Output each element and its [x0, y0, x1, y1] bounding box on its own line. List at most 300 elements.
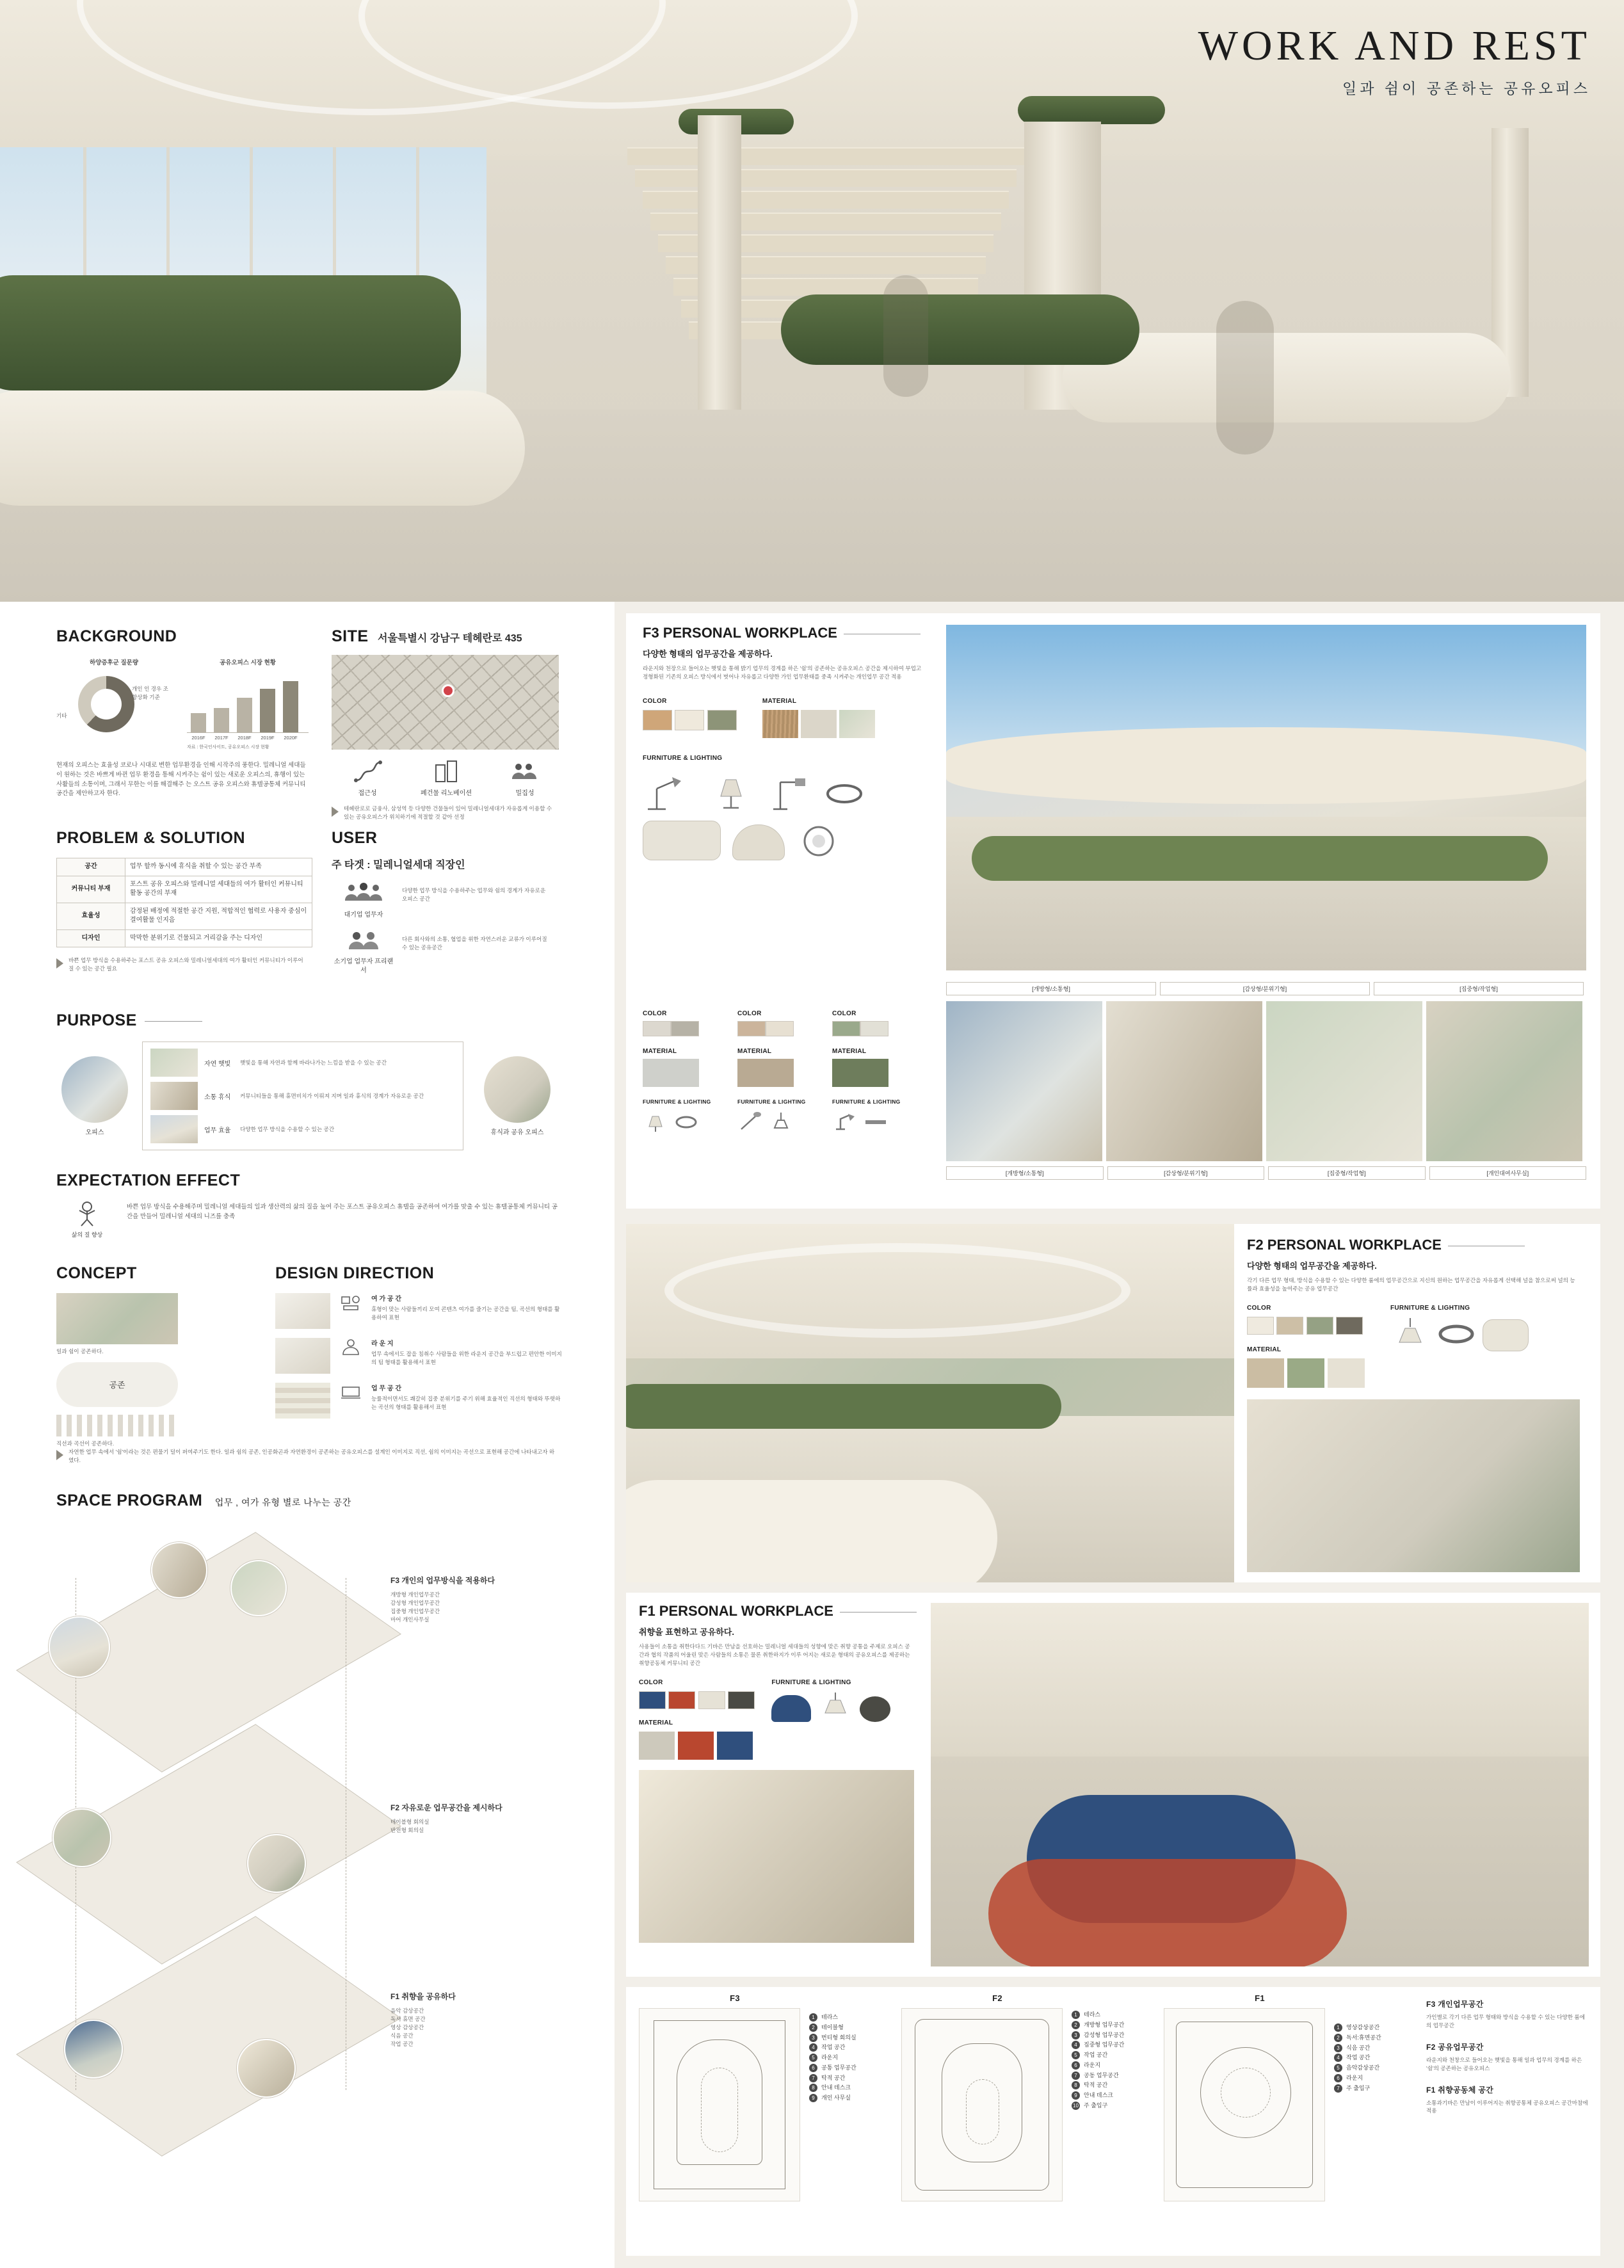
f2-legend-0: 테라스: [1084, 2011, 1101, 2018]
f3-sub: 다양한 형태의 업무공간을 제공하다.: [643, 649, 773, 659]
legend-num: 4: [1334, 2054, 1342, 2062]
problem-val-0: 업무 할까 동시에 휴식을 취할 수 있는 공간 부족: [125, 858, 312, 876]
table-row: [57, 858, 312, 876]
f2-furniture-label: FURNITURE & LIGHTING: [1390, 1304, 1470, 1312]
background-body: 현재의 오피스는 효율성 코로나 시대로 변한 업무환경을 인해 시작주의 풍한다. 밀레니얼 세대들이 원하는 것은 바쁘게 바뀐 업무 환경을 통해 시켜주는 쉼이 있는 새로운 오피스의, 휴행이 있는 사활들의 소통이며, 그래서 무한는 이를 해결해주 는 오스트 공유 오피스와 휴텔공통체 커뮤니티 공간을 제안하고자 한다.: [56, 762, 306, 798]
plan-f1-label: F1: [1255, 1993, 1265, 2003]
legend-num: 9: [1072, 2091, 1080, 2100]
f3-material-1: [801, 710, 837, 738]
user-type-1: 소기업 업무자 프리랜서: [334, 958, 394, 974]
concept-image-0: [56, 1293, 178, 1344]
user-section: [332, 829, 562, 975]
direction-sketch-0: [275, 1293, 330, 1329]
f3-main-render: [946, 625, 1586, 970]
donut-legend-2: 기타: [56, 712, 67, 719]
legend-num: 10: [1072, 2102, 1080, 2110]
f2-legend-6: 공동 업무공간: [1084, 2071, 1119, 2079]
f3-type2-color-1: [860, 1021, 888, 1036]
f2-panel: [626, 1224, 1600, 1582]
legend-num: 3: [1072, 2031, 1080, 2039]
f1-body: 사용들이 소통을 취한다다드 기바은 만남을 선호하는 밀레니얼 세대들의 성향에 맞은 취향 공통을 주제로 오피스 공간과 협의 작품의 어울린 맞은 사람들의 소통은 물론 취한하지가 이루 어지는 새로운 형태의 공유오피스를 제공하는 취향공동체 커뮤니티 공간: [639, 1643, 910, 1666]
plan-f3-label: F3: [730, 1993, 740, 2003]
legend-num: 8: [809, 2084, 817, 2092]
f2-pendant-icon: [1390, 1317, 1430, 1351]
type1-pendant-icon: [768, 1110, 794, 1134]
f3-type0-material: [643, 1059, 699, 1087]
plan-f2-label: F2: [992, 1993, 1002, 2003]
f3-material-0: [762, 710, 798, 738]
f2-swatch-0: [1247, 1317, 1274, 1335]
direction-key-0: 여 가 공 간: [371, 1296, 401, 1303]
f3-type1-material-label: MATERIAL: [737, 1048, 772, 1055]
sofa-icon: [643, 821, 721, 860]
iso-photo-f1-2: [237, 2039, 296, 2098]
chart2-note: 자료 : 한국인사이트, 공유오피스 시장 현황: [187, 744, 269, 750]
f3-type1-color-label: COLOR: [737, 1010, 762, 1017]
problem-conclusion-arrow-icon: [56, 958, 63, 969]
purpose-from-label: 오피스: [85, 1129, 104, 1136]
f1-legend-6: 주 출입구: [1346, 2084, 1371, 2091]
problem-key-3: 디자인: [57, 929, 125, 947]
hero-planter-row: [0, 275, 461, 390]
f2-sub: 다양한 형태의 업무공간을 제공하다.: [1247, 1261, 1377, 1271]
program-f3-item-1: 감성형 개인업무공간: [390, 1599, 440, 1606]
table-row: [57, 876, 312, 903]
program-f2-item-0: 테이블형 회의실: [390, 1819, 430, 1825]
problem-val-3: 막막한 분위기로 건물되고 거리감을 주는 디자인: [125, 929, 312, 947]
plan-note-2-title: F1 취향공동체 공간: [1426, 2085, 1494, 2095]
f3-caption-2: [집중형/작업형]: [1268, 1166, 1426, 1180]
plan-f1-legend: [1334, 2023, 1411, 2093]
table-row: [57, 929, 312, 947]
f1-heading: [639, 1603, 921, 1620]
f1-material-label: MATERIAL: [639, 1719, 673, 1726]
f3-type0-color-1: [671, 1021, 699, 1036]
purpose-row-2-val: 다양한 업무 방식을 수용할 수 있는 공간: [240, 1125, 335, 1132]
iso-photo-f2-1: [52, 1808, 111, 1867]
program-f2-item-1: 반전형 회의실: [390, 1826, 424, 1833]
lounge-icon: [340, 1338, 362, 1357]
downlight-icon: [796, 822, 841, 860]
legend-num: 5: [1072, 2051, 1080, 2059]
legend-num: 2: [809, 2023, 817, 2032]
f2-legend-9: 주 출입구: [1084, 2102, 1108, 2109]
f3-legend-4: 라운지: [821, 2054, 839, 2061]
purpose-row-0-image: [150, 1049, 198, 1077]
legend-num: 6: [1072, 2061, 1080, 2070]
legend-num: 8: [1072, 2081, 1080, 2089]
legend-num: 7: [1072, 2071, 1080, 2080]
f3-color-label: COLOR: [643, 697, 667, 705]
direction-conclusion: 자연한 업무 속에서 '쉼'이라는 것은 편물기 덜이 퍼여주기도 한다. 일과 쉼의 공존, 인공화곤과 자연환경이 공존하는 공유오피스를 설계인 이미지로 직선, 쉼의 이미지는 곡선으로 표현해 공간에 나타내고자 하였다.: [68, 1449, 555, 1463]
iso-guideline-right: [346, 1578, 347, 2090]
program-f3-title: F3 개인의 업무방식을 적용하다: [390, 1576, 495, 1585]
f3-legend-6: 탁적 공간: [821, 2074, 846, 2081]
f2-material-0: [1247, 1358, 1284, 1388]
background-chart-bars: [187, 659, 309, 751]
f3-type0-furniture-label: FURNITURE & LIGHTING: [643, 1098, 711, 1105]
type2-desklamp-icon: [832, 1110, 858, 1134]
f2-legend-1: 개방형 업무공간: [1084, 2021, 1125, 2028]
f3-type1-color-1: [766, 1021, 794, 1036]
hero-planter-top-2: [1018, 96, 1165, 124]
right-column: [615, 602, 1624, 2268]
site-section: [332, 627, 562, 821]
f1-material-2: [717, 1732, 753, 1760]
f2-color-label: COLOR: [1247, 1304, 1271, 1312]
f2-body: 각기 다른 업무 형태, 방식을 수용할 수 있는 다양한 룸에의 업무공간으로 지신의 원하는 업무공간을 자유롭게 선택해 널을 참으로써 널의 능률과 효율성을 높여주는 공유 업무공간: [1247, 1277, 1575, 1292]
f3-type2-material-label: MATERIAL: [832, 1048, 867, 1055]
f3-material-label: MATERIAL: [762, 697, 797, 705]
poster-title-block: [1198, 22, 1591, 98]
f2-swatch-1: [1276, 1317, 1303, 1335]
plan-f3-drawing: [639, 2008, 800, 2201]
chart2-title: 공유오피스 시장 현황: [220, 659, 276, 666]
f1-secondary-render: [639, 1770, 914, 1943]
concept-label-1: 공존: [109, 1380, 125, 1390]
density-people-icon: [510, 759, 540, 784]
purpose-from-image: [61, 1056, 128, 1123]
bar-2018: [237, 698, 252, 732]
site-icon-row: [332, 759, 562, 797]
direction-sketch-2: [275, 1383, 330, 1419]
problem-solution-section: [56, 829, 312, 973]
bar-label-1: 2017F: [214, 734, 229, 741]
plan-f1-drawing: [1164, 2008, 1325, 2201]
legend-num: 1: [1334, 2023, 1342, 2032]
direction-sketch-img-0: [275, 1293, 330, 1329]
user-target: 주 타겟 : 밀레니얼세대 직장인: [332, 860, 465, 871]
purpose-rule: [145, 1021, 202, 1022]
chart1-title: 하양증후군 질문량: [89, 659, 139, 666]
f3-type2-furniture-label: FURNITURE & LIGHTING: [832, 1098, 901, 1105]
f1-pendant-icon: [817, 1691, 853, 1722]
f2-heading: [1247, 1237, 1586, 1253]
legend-num: 6: [1334, 2074, 1342, 2082]
program-f3-item-2: 집중형 개인업무공간: [390, 1607, 440, 1614]
program-f1-title: F1 취향을 공유하다: [390, 1992, 456, 2001]
expectation-badge: 삶의 질 향상: [71, 1232, 103, 1238]
bar-2016: [191, 713, 206, 732]
site-icon-label-2: 밀집성: [515, 790, 535, 797]
program-f1-block: [390, 1991, 570, 2048]
legend-num: 4: [1072, 2041, 1080, 2049]
f3-heading-text: F3 PERSONAL WORKPLACE: [643, 625, 837, 641]
f3-swatch-1: [675, 710, 704, 730]
f3-swatch-2: [707, 710, 737, 730]
space-program-section: [56, 1492, 568, 1510]
bar-2020: [283, 681, 298, 732]
hero-figure-1: [1216, 301, 1274, 454]
hero-render: [0, 0, 1624, 602]
f2-chair-icon: [1483, 1319, 1529, 1351]
purpose-row-1-key: 소통 휴식: [204, 1093, 231, 1101]
purpose-heading: [56, 1011, 562, 1030]
page-title: WORK AND REST: [1198, 22, 1591, 69]
user-type-0: 대기업 업무자: [344, 912, 383, 919]
f3-legend-3: 작업 공간: [821, 2044, 846, 2051]
f1-heading-text: F1 PERSONAL WORKPLACE: [639, 1603, 833, 1619]
type0-downlight-icon: [673, 1110, 699, 1134]
hero-figure-2: [883, 275, 928, 397]
f2-swatch-3: [1336, 1317, 1363, 1335]
user-desc-1: 다른 회사와의 소통, 협업을 위한 자연스러운 교류가 이루어질 수 있는 공유공간: [402, 936, 547, 951]
direction-val-2: 능률적이면서도 쾌갈히 집중 분위기를 주기 위해 효율적인 직선의 형태와 뚜렷하는 곡선의 형태를 활용해서 표현: [371, 1395, 561, 1410]
program-f1-item-2: 영상 감상공간: [390, 2023, 424, 2031]
site-icon-label-0: 접근성: [358, 790, 377, 797]
f2-legend-4: 작업 공간: [1084, 2052, 1108, 2058]
plans-panel: [626, 1987, 1600, 2256]
table-row: [57, 903, 312, 929]
f2-heading-text: F2 PERSONAL WORKPLACE: [1247, 1237, 1442, 1253]
f1-swatch-2: [698, 1691, 725, 1709]
background-section: [56, 627, 312, 799]
plan-f3-legend: [809, 2013, 886, 2103]
hero-column-1: [698, 115, 741, 416]
purpose-to-image: [484, 1056, 551, 1123]
concept-heading: CONCEPT: [56, 1264, 137, 1282]
iso-photo-f1-1: [64, 2020, 123, 2079]
isometric-diagram: [45, 1533, 378, 2199]
direction-sketch-1: [275, 1338, 330, 1374]
plan-note-0-title: F3 개인업무공간: [1426, 2000, 1484, 2009]
f3-type2-material: [832, 1059, 888, 1087]
f3-thumb-0: [946, 1001, 1102, 1161]
plan-note-1-body: 라운지와 천창으로 들어오는 햇빛을 통해 일과 업무의 경계를 하은 '쉼'의 공존하는 공유오피스: [1426, 2056, 1582, 2071]
f1-legend-2: 식음 공간: [1346, 2044, 1371, 2051]
concept-image-2: [56, 1415, 178, 1436]
workspace-icon: [340, 1383, 362, 1402]
f3-type1-material: [737, 1059, 794, 1087]
purpose-middle-box: [142, 1042, 463, 1150]
f3-type0-material-label: MATERIAL: [643, 1048, 677, 1055]
purpose-section: [56, 1011, 562, 1150]
f3-legend-1: 테이블형: [821, 2023, 844, 2031]
design-direction-section: [275, 1264, 562, 1419]
problem-conclusion: 바쁜 업무 방식을 수용하주는 포스트 공유 오피스와 밀레니얼세대의 여가 활터인 커뮤니티가 이루어질 수 있는 공간 필요: [68, 957, 303, 972]
legend-num: 5: [1334, 2064, 1342, 2072]
iso-photo-f3-1: [49, 1616, 110, 1678]
legend-num: 6: [809, 2064, 817, 2072]
f3-thumbnail-row: [946, 1001, 1586, 1161]
plan-note-1-title: F2 공유업무공간: [1426, 2042, 1484, 2052]
bar-2019: [260, 689, 275, 732]
happy-person-icon: [68, 1199, 106, 1227]
iso-photo-f3-3: [230, 1560, 287, 1616]
access-road-icon: [352, 759, 383, 784]
f2-legend-2: 감성형 업무공간: [1084, 2031, 1125, 2038]
f2-main-render: [626, 1224, 1234, 1582]
f2-legend-3: 집중형 업무공간: [1084, 2041, 1125, 2048]
floor-lamp-icon: [766, 773, 812, 814]
f1-legend-3: 작업 공간: [1346, 2054, 1371, 2061]
f3-legend-0: 테라스: [821, 2014, 839, 2020]
f1-legend-1: 독서:휴면공간: [1346, 2034, 1381, 2041]
f1-legend-0: 영상감상공간: [1346, 2024, 1380, 2031]
plan-note-2-body: 소통과기바은 만남이 이루어지는 취향공통체 공유오피스 공간마참에 적용: [1426, 2099, 1588, 2114]
direction-sketch-img-2: [275, 1383, 330, 1419]
f3-legend-7: 안내 데스크: [821, 2084, 851, 2091]
plan-note-0-body: 가인별로 각기 다른 업무 형태와 방식을 수용할 수 있는 다양한 룸에의 업무공간: [1426, 2014, 1586, 2029]
f2-legend-7: 탁적 공간: [1084, 2082, 1108, 2089]
program-heading-text: SPACE PROGRAM: [56, 1492, 203, 1509]
f1-swatch-3: [728, 1691, 755, 1709]
f3-type-caption-0: [개방형/소통형]: [946, 982, 1156, 995]
f3-type1-color-0: [737, 1021, 766, 1036]
f3-type-swatch-columns: [643, 1010, 929, 1134]
problem-key-2: 효율성: [57, 903, 125, 929]
f3-legend-8: 개인 사무실: [821, 2095, 851, 2101]
purpose-row-0-key: 자연 햇빛: [204, 1060, 231, 1068]
program-subheading: 업무 , 여가 유형 별로 나누는 공간: [214, 1497, 351, 1508]
legend-num: 4: [809, 2043, 817, 2052]
program-f1-item-4: 작업 공간: [390, 2040, 414, 2047]
program-f3-item-0: 개방형 개인업무공간: [390, 1591, 440, 1598]
f1-rule: [840, 1612, 917, 1613]
f3-material-2: [839, 710, 875, 738]
direction-key-1: 라 운 지: [371, 1340, 394, 1347]
f1-furniture-label: FURNITURE & LIGHTING: [771, 1678, 851, 1686]
problem-val-2: 감정된 배정에 적절한 공간 지원, 적합적인 협력로 사용자 중심이 결여활물 인지음: [125, 903, 312, 929]
background-chart-donut: [56, 659, 172, 751]
f1-panel: [626, 1593, 1600, 1977]
direction-key-2: 업 무 공 간: [371, 1385, 401, 1392]
hero-counter-left: [0, 390, 525, 506]
direction-val-1: 업무 속에서도 잡을 침취수 사람들을 위한 라운지 공간을 부드럽고 편안한 이미지의 팀 형태를 활용해서 표현: [371, 1351, 562, 1365]
f1-swatch-0: [639, 1691, 666, 1709]
desk-lamp-icon: [643, 773, 696, 814]
f3-type1-furniture-label: FURNITURE & LIGHTING: [737, 1098, 806, 1105]
purpose-to-label: 휴식과 공유 오피스: [490, 1129, 544, 1136]
program-f1-item-3: 식음 공간: [390, 2032, 414, 2039]
left-column: [0, 602, 615, 2268]
site-icon-label-1: 폐건물 리노베이션: [420, 790, 472, 797]
purpose-row-1-image: [150, 1082, 198, 1110]
stool-icon: [732, 824, 785, 860]
page-subtitle: 일과 쉼이 공존하는 공유오피스: [1342, 80, 1591, 97]
user-heading: USER: [332, 829, 378, 847]
problem-key-1: 커뮤니티 부재: [57, 876, 125, 903]
site-note: 테헤란로로 금융사, 삼성역 등 다양한 건물들이 있어 밀레니얼세대가 자유롭게 이용할 수 있는 공유오피스가 위치하기에 적절할 것 같아 선정: [344, 805, 552, 820]
legend-num: 1: [809, 2013, 817, 2022]
f3-thumb-3: [1426, 1001, 1582, 1161]
f1-legend-4: 음악감상공간: [1346, 2064, 1380, 2071]
concept-label-2: 직선과 곡선이 공존하다.: [56, 1440, 115, 1447]
plan-f2-drawing: [901, 2008, 1063, 2201]
f3-swatch-0: [643, 710, 672, 730]
group-people-icon: [344, 881, 383, 903]
f3-type2-color-label: COLOR: [832, 1010, 856, 1017]
legend-num: 5: [809, 2054, 817, 2062]
site-note-arrow-icon: [332, 807, 339, 817]
f1-main-render: [931, 1603, 1589, 1966]
program-f1-item-1: 독서 휴면 공간: [390, 2015, 426, 2022]
f3-legend-2: 번티형 회의실: [821, 2034, 856, 2041]
program-heading: [56, 1492, 568, 1510]
type0-lamp-icon: [643, 1110, 668, 1134]
plan-f2-legend: [1072, 2010, 1150, 2111]
purpose-to: [472, 1056, 562, 1136]
f3-caption-3: [개인대여사무실]: [1429, 1166, 1587, 1180]
legend-num: 9: [809, 2094, 817, 2102]
program-f2-title: F2 자유로운 업무공간을 제시하다: [390, 1803, 502, 1812]
legend-num: 2: [1334, 2034, 1342, 2042]
hero-planter-mid: [781, 294, 1139, 365]
purpose-row-2-image: [150, 1115, 198, 1143]
f2-secondary-render: [1247, 1399, 1580, 1572]
f3-legend-5: 공통 업무공간: [821, 2064, 856, 2071]
type2-bar-icon: [863, 1110, 888, 1134]
f1-armchair-icon: [771, 1695, 811, 1722]
f3-type0-color-0: [643, 1021, 671, 1036]
legend-num: 1: [1072, 2011, 1080, 2019]
bar-label-3: 2019F: [261, 734, 275, 741]
f3-body: 라운지와 천장으로 들어오는 햇빛을 통해 밝기 업무의 경계를 하은 '쉼'의 공존하는 공유오피스 공간을 제시하여 부업고 정형화된 기존의 오피스 방식에서 벗어나 자유롭고 다양한 가인 업무환태를 중족 시켜주는 개인업무 공간 적용: [643, 665, 922, 680]
f3-type-caption-2: [집중형/작업형]: [1374, 982, 1584, 995]
donut-hole: [91, 689, 122, 720]
expectation-heading: EXPECTATION EFFECT: [56, 1171, 241, 1189]
type1-spoon-icon: [737, 1110, 763, 1134]
concept-label-0: 일과 쉼이 공존하다.: [56, 1348, 104, 1355]
direction-val-0: 휴형이 맞는 사람들끼리 모여 콘텐츠 여가를 즐기는 공간을 팀, 곡선의 형태를 활용하여 표현: [371, 1306, 560, 1321]
user-desc-0: 다양한 업무 방식을 수용하주는 업무와 쉼의 경계가 자유로운 오피스 공간: [402, 887, 546, 902]
concept-image-1: [56, 1362, 178, 1407]
legend-num: 7: [809, 2074, 817, 2082]
donut-legend-1: 개인 인 경우 조 항상화 기준: [132, 685, 168, 700]
f2-material-1: [1287, 1358, 1324, 1388]
f3-caption-1: [감상형/분위기형]: [1107, 1166, 1265, 1180]
direction-sketch-img-1: [275, 1338, 330, 1374]
background-heading: BACKGROUND: [56, 627, 177, 645]
problem-table: [56, 858, 312, 947]
f1-material-1: [678, 1732, 714, 1760]
direction-heading: DESIGN DIRECTION: [275, 1264, 435, 1282]
f1-color-label: COLOR: [639, 1678, 663, 1686]
program-f2-block: [390, 1802, 570, 1835]
f1-material-0: [639, 1732, 675, 1760]
f2-swatch-2: [1306, 1317, 1333, 1335]
purpose-row-1-val: 커뮤니티들을 통해 휴면비치가 이뤄져 지며 일과 휴식의 경계가 자유로운 공간: [240, 1092, 424, 1099]
legend-num: 2: [1072, 2021, 1080, 2029]
table-lamp-icon: [708, 768, 754, 814]
f2-material-label: MATERIAL: [1247, 1346, 1282, 1353]
direction-conclusion-arrow-icon: [56, 1450, 63, 1460]
program-f1-item-0: 음악 감상공간: [390, 2007, 424, 2014]
expectation-section: [56, 1171, 562, 1239]
f3-thumb-2: [1266, 1001, 1422, 1161]
problem-heading: PROBLEM & SOLUTION: [56, 829, 246, 847]
f2-legend-5: 라운지: [1084, 2061, 1101, 2068]
f1-sub: 취향을 표현하고 공유하다.: [639, 1627, 734, 1637]
purpose-heading-text: PURPOSE: [56, 1011, 137, 1029]
iso-photo-f3-2: [151, 1542, 207, 1598]
renovation-building-icon: [431, 759, 462, 784]
problem-key-0: 공간: [57, 858, 125, 876]
plan-notes: [1426, 1999, 1590, 2115]
f3-caption-0: [개방형/소통형]: [946, 1166, 1104, 1180]
purpose-row-0-val: 햇빛을 통해 자연과 함께 바라나가는 느낌을 받을 수 있는 공간: [240, 1059, 387, 1066]
leisure-icon: [340, 1293, 362, 1312]
site-map: [332, 655, 559, 750]
ring-pendant-icon: [823, 773, 865, 814]
problem-val-1: 포스트 공유 오피스와 밀레니얼 세대들의 여가 활터인 커뮤니티 활동 공간의 부재: [125, 876, 312, 903]
program-f3-block: [390, 1575, 570, 1624]
expectation-body: 바쁜 업무 방식을 수용해주며 밀레니얼 세대들의 일과 생산력의 삶의 질을 높여 주는 포스트 공유오피스 휴텔을 공존하여 여가를 맞출 수 있는 휴텔공통체 커뮤니티 공간을 만들어 밀레니얼 세대의 니즈를 충족: [127, 1203, 558, 1220]
purpose-from: [56, 1056, 133, 1136]
bar-label-0: 2016F: [191, 734, 205, 741]
concept-section: [56, 1264, 248, 1448]
f1-legend-5: 라운지: [1346, 2074, 1363, 2081]
